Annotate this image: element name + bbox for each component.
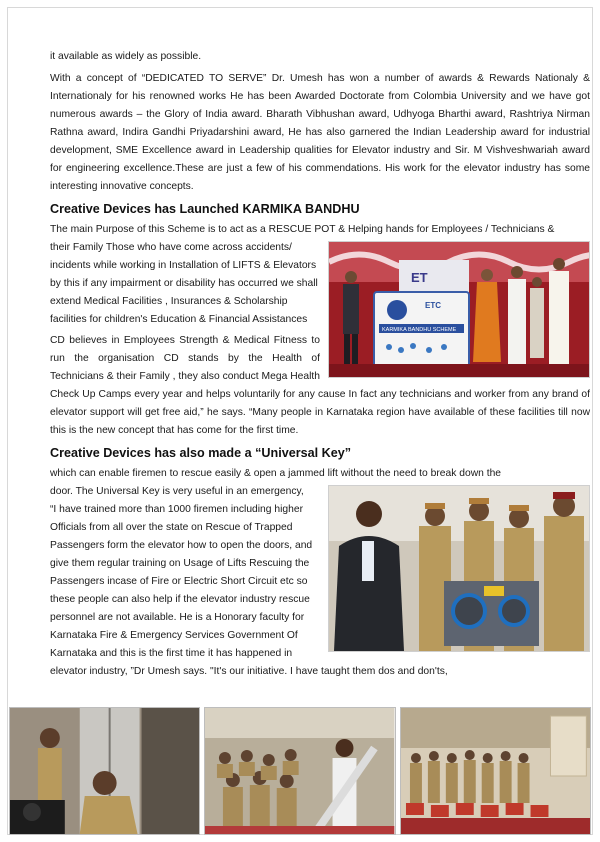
bottom-photo-strip	[9, 707, 591, 833]
paragraph-key-first: which can enable firemen to rescue easily & open a jammed lift without the need to break down the	[50, 468, 502, 479]
paragraph-purpose-first: The main Purpose of this Scheme is to act as a RESCUE POT & Helping hands for Employees / Technicians &	[50, 224, 555, 235]
paragraph-intro-end: it available as widely as possible.	[50, 51, 202, 62]
karmika-launch-photo	[328, 241, 590, 378]
article-body	[50, 48, 590, 681]
lift-door-demo-photo	[9, 707, 200, 835]
auditorium-firemen-photo	[400, 707, 591, 835]
banner-title-text: KARMIKA BANDHU SCHEME	[382, 327, 457, 333]
paragraph-dedicated: With a concept of “DEDICATED TO SERVE” Dr. Umesh has won a number of awards & Rewards Nationaly & Internationaly for his renowned works He has been Awarded Doctorate from Colombia University and we have got numerous awards – the Glory of India award. Bharath Vibhushan award, Udhyoga Bharthi award, Rashtriya Nirman Rathna award, Indira Gandhi Priyadarshini award, He has also garnered the Indian Leadership award for industrial development, SME Excellence award in Leadership qualities for Elevator industry and Sir. M Vishveshwariah award for engineering excellence.These are just a few of his commendations. His work for the elevator industry has some interesting innovative concepts.	[50, 73, 590, 192]
heading-karmika-bandhu: Creative Devices has Launched KARMIKA BANDHU	[50, 202, 360, 216]
heading-universal-key: Creative Devices has also made a “Universal Key”	[50, 446, 352, 460]
paragraph-key-second: door. The Universal Key is very useful in an emergency,	[50, 486, 304, 497]
classroom-training-photo	[204, 707, 395, 835]
paragraph-purpose-rest: their Family Those who have come across accidents/ incidents while working in Installation of LIFTS & Elevators by this if any impairment or disability has occurred we shall extend Medical Facilities , Insurances & Scholarship facilities for children's Education & Financial Assistances	[50, 242, 318, 325]
svg-text:ET: ET	[411, 270, 428, 285]
banner-logo-text: ETC	[425, 301, 441, 310]
firemen-training-photo	[328, 485, 590, 652]
paragraph-strength: CD believes in Employees Strength & Medical Fitness to run the organisation CD stands by the Health of Technicians & their Family , they also conduct Mega Health Check Up Camps every year and helps voluntarily for any cause In fact any technicians and worker from any brand of elevator support will get free aid,” he says. “Many people in Karnataka region have available of these facilities till now this is the new concept that has come for the first time.	[50, 335, 590, 436]
paragraph-trained: “I have trained more than 1000 firemen including higher Officials from all over the state on Rescue of Trapped Passengers form the elevator how to open the doors, and give them regular training on Usage of Lifts Rescuing the Passengers incase of Fire or Electric Short Circuit etc so these people can also help if the elevator industry rescue personnel are not available. He is a Honorary faculty for Karnataka Fire & Emergency Services Government Of Karnataka and this is the first time it has happened in elevator industry, ”Dr Umesh says. "It's our initiative. I have taught them dos and don'ts,	[50, 504, 448, 677]
